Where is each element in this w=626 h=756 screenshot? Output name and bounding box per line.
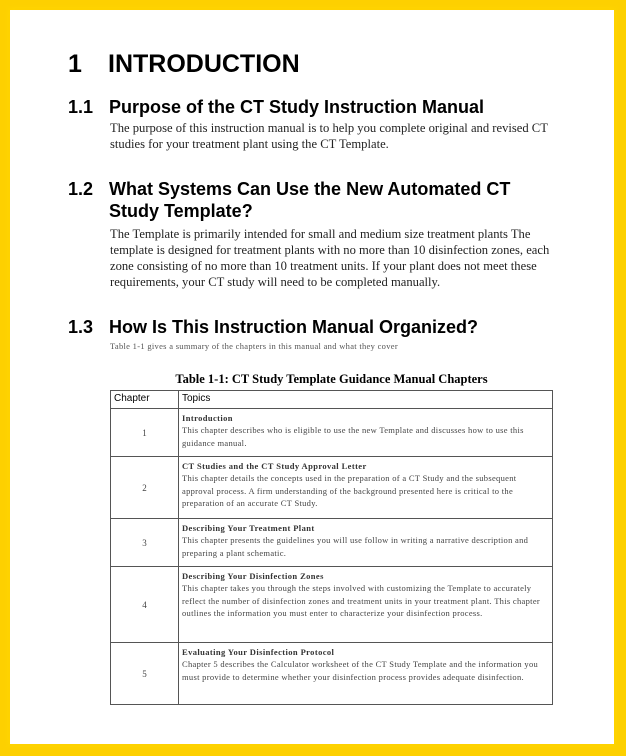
section-heading-1-3 <box>68 316 549 338</box>
topic-description: This chapter details the concepts used in the preparation of a CT Study and the subsequent approval process. A firm understanding of the background presented here is critical to the preparation of an accurate CT Study. <box>182 473 517 508</box>
topic-description: This chapter takes you through the steps involved with customizing the Template to accurately reflect the number of disinfection zones and treatment units in your treatment plant. This chapter outlines the information you must enter to characterize your disinfection process. <box>182 583 541 618</box>
header-chapter: Chapter <box>111 391 179 409</box>
table-row <box>111 567 553 643</box>
section-number: 1.1 <box>68 97 94 117</box>
section-number: 1.2 <box>68 179 94 199</box>
table-row <box>111 457 553 519</box>
chapter-number-cell: 3 <box>111 519 179 567</box>
section-heading-1-2 <box>68 178 549 222</box>
topic-description: Chapter 5 describes the Calculator worksheet of the CT Study Template and the information you must provide to determine whether your disinfection process provides adequate disinfection. <box>182 659 539 682</box>
chapter-title <box>68 50 300 79</box>
table-row <box>111 519 553 567</box>
table-row <box>111 409 553 457</box>
topic-cell <box>179 643 553 705</box>
chapter-number-cell: 1 <box>111 409 179 457</box>
section-1-2-body: The Template is primarily intended for small and medium size treatment plants The template is designed for treatment plants with no more than 10 disinfection zones, each zone consisting of no more than 10 treatment units. If your plant does not meet these requirements, your CT study will need to be completed manually. <box>110 227 550 289</box>
header-topics: Topics <box>179 391 553 409</box>
section-heading-1-1 <box>68 96 549 118</box>
section-title: Purpose of the CT Study Instruction Manual <box>109 97 485 117</box>
topic-title: Evaluating Your Disinfection Protocol <box>182 647 335 657</box>
chapter-number-cell: 4 <box>111 567 179 643</box>
document-page <box>10 10 614 744</box>
topic-description: This chapter describes who is eligible to use the new Template and discusses how to use this guidance manual. <box>182 425 524 448</box>
table-header-row <box>111 391 553 409</box>
topic-title: Describing Your Disinfection Zones <box>182 571 324 581</box>
chapter-title-text: INTRODUCTION <box>108 50 300 78</box>
topic-cell <box>179 457 553 519</box>
topic-cell <box>179 567 553 643</box>
section-1-1-body: The purpose of this instruction manual is to help you complete original and revised CT studies for your treatment plant using the CT Template. <box>110 121 548 151</box>
topic-cell <box>179 519 553 567</box>
section-title: How Is This Instruction Manual Organized? <box>109 317 479 337</box>
section-1-3-body: Table 1-1 gives a summary of the chapters in this manual and what they cover <box>110 341 398 351</box>
chapter-number-cell: 5 <box>111 643 179 705</box>
table-caption: Table 1-1: CT Study Template Guidance Manual Chapters <box>175 372 488 386</box>
topic-title: Introduction <box>182 413 233 423</box>
table-row <box>111 643 553 705</box>
chapter-number: 1 <box>68 50 82 78</box>
topic-title: CT Studies and the CT Study Approval Letter <box>182 461 367 471</box>
section-title: What Systems Can Use the New Automated CT Study Template? <box>109 179 511 221</box>
topic-cell <box>179 409 553 457</box>
section-number: 1.3 <box>68 317 94 337</box>
chapter-number-cell: 2 <box>111 457 179 519</box>
topic-description: This chapter presents the guidelines you will use follow in writing a narrative description and preparing a plant schematic. <box>182 535 529 558</box>
chapters-table <box>110 390 553 705</box>
topic-title: Describing Your Treatment Plant <box>182 523 315 533</box>
